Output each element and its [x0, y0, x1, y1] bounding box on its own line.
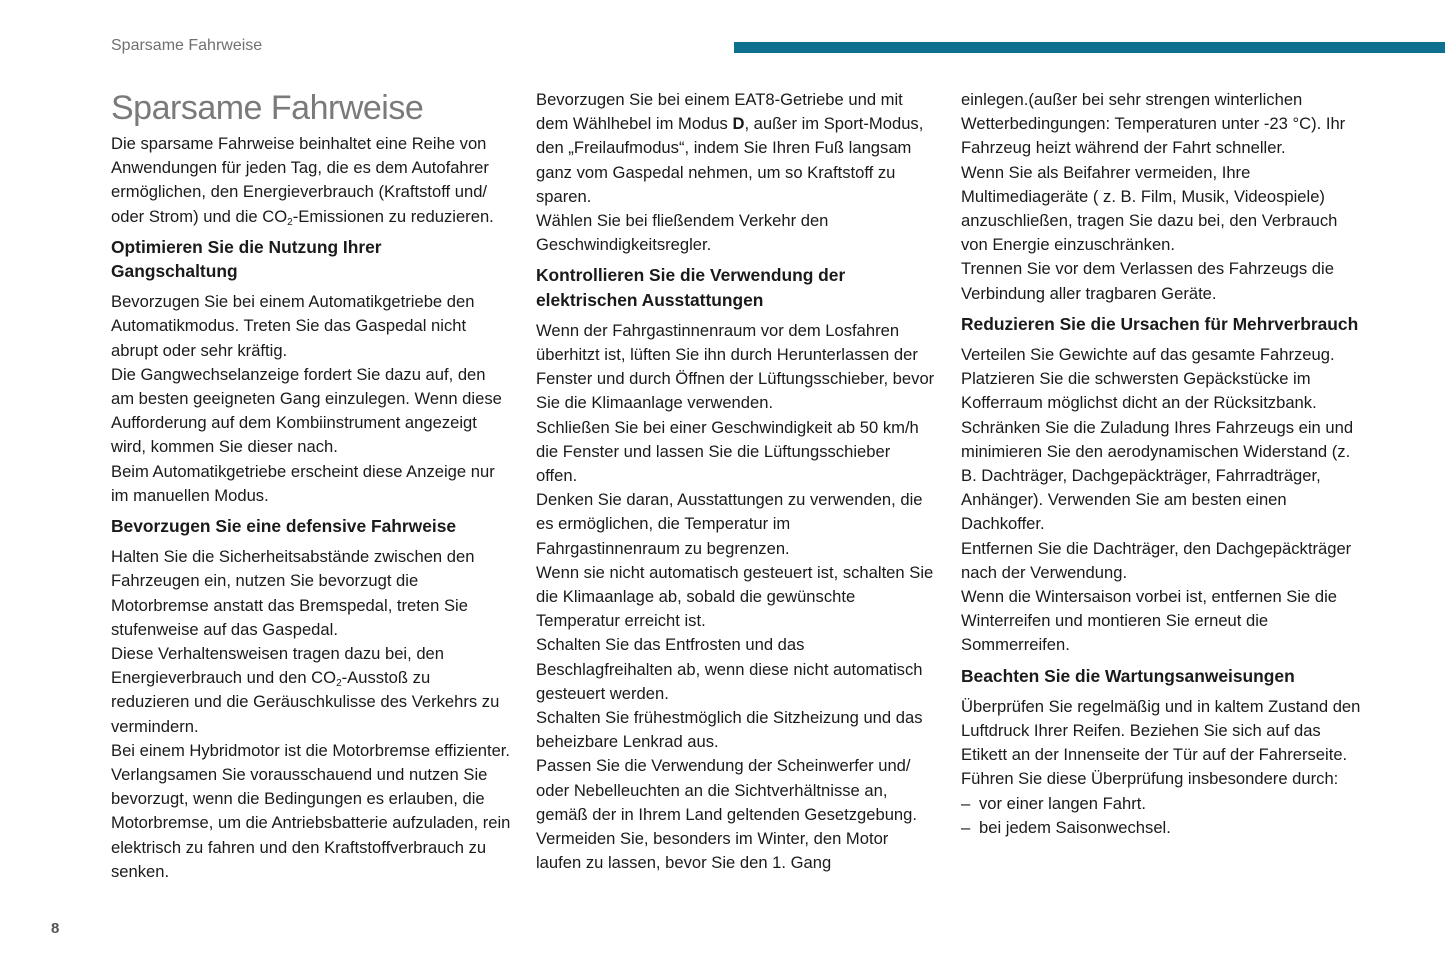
paragraph: Denken Sie daran, Ausstattungen zu verwenden, die es ermöglichen, die Temperatur im Fahrgastinnenraum zu begrenzen.: [536, 490, 923, 558]
paragraph: Bevorzugen Sie bei einem EAT8-Getriebe und mit dem Wählhebel im Modus D, außer im Sport-Modus, den „Freilaufmodus“, indem Sie Ihren Fuß langsam ganz vom Gaspedal nehmen, um so Kraftstoff zu sparen.: [536, 90, 924, 206]
paragraph: Passen Sie die Verwendung der Scheinwerfer und/ oder Nebelleuchten an die Sichtverhältnisse an, gemäß der in Ihrem Land geltenden Gesetzgebung.: [536, 756, 917, 824]
paragraph: Halten Sie die Sicherheitsabstände zwischen den Fahrzeugen ein, nutzen Sie bevorzugt die Motorbremse anstatt das Bremspedal, treten Sie stufenweise auf das Gaspedal.: [111, 547, 475, 639]
paragraph: Schalten Sie das Entfrosten und das Beschlagfreihalten ab, wenn diese nicht automatisch gesteuert werden.: [536, 635, 923, 703]
heading-gearshift: Optimieren Sie die Nutzung Ihrer Gangschaltung: [111, 236, 382, 282]
list-item: – bei jedem Saisonwechsel.: [961, 816, 1361, 840]
paragraph: Bevorzugen Sie bei einem Automatikgetriebe den Automatikmodus. Treten Sie das Gaspedal nicht abrupt oder sehr kräftig.: [111, 292, 475, 360]
dash-bullet: –: [961, 793, 971, 813]
heading-defensive-driving: Bevorzugen Sie eine defensive Fahrweise: [111, 516, 457, 537]
list-item: – vor einer langen Fahrt.: [961, 792, 1361, 816]
running-header-title: Sparsame Fahrweise: [111, 37, 263, 54]
column-3: [961, 88, 1361, 840]
paragraph: einlegen.(außer bei sehr strengen winterlichen Wetterbedingungen: Temperaturen unter -23 °C). Ihr Fahrzeug heizt während der Fahrt schneller.: [961, 90, 1346, 158]
page-title: Sparsame Fahrweise: [111, 89, 424, 127]
paragraph: Schränken Sie die Zuladung Ihres Fahrzeugs ein und minimieren Sie den aerodynamischen Widerstand (z. B. Dachträger, Dachgepäckträger, Fahrradträger, Anhänger). Verwenden Sie am besten einen Dachkoffer.: [961, 417, 1354, 534]
paragraph: Wählen Sie bei fließendem Verkehr den Geschwindigkeitsregler.: [536, 211, 829, 255]
paragraph: Trennen Sie vor dem Verlassen des Fahrzeugs die Verbindung aller tragbaren Geräte.: [961, 259, 1334, 303]
paragraph: Wenn der Fahrgastinnenraum vor dem Losfahren überhitzt ist, lüften Sie ihn durch Herunterlassen der Fenster und durch Öffnen der Lüftungsschieber, bevor Sie die Klimaanlage verwenden.: [536, 320, 935, 413]
paragraph: Wenn sie nicht automatisch gesteuert ist, schalten Sie die Klimaanlage ab, sobald die gewünschte Temperatur erreicht ist.: [536, 562, 934, 631]
heading-electrical-equipment: Kontrollieren Sie die Verwendung der elektrischen Ausstattungen: [536, 265, 846, 310]
paragraph: Entfernen Sie die Dachträger, den Dachgepäckträger nach der Verwendung.: [961, 538, 1352, 582]
column-2: [536, 88, 936, 876]
paragraph: Überprüfen Sie regelmäßig und in kaltem Zustand den Luftdruck Ihrer Reifen. Beziehen Sie sich auf das Etikett an der Innenseite der Tür auf der Fahrerseite.: [961, 696, 1361, 765]
page-number: 8: [51, 920, 60, 937]
paragraph: Vermeiden Sie, besonders im Winter, den Motor laufen zu lassen, bevor Sie den 1. Gang: [536, 829, 889, 873]
header-accent-bar: [734, 42, 1445, 53]
dash-bullet: –: [961, 817, 971, 837]
paragraph: Führen Sie diese Überprüfung insbesondere durch:: [961, 769, 1339, 789]
heading-maintenance: Beachten Sie die Wartungsanweisungen: [961, 665, 1295, 686]
paragraph: Wenn die Wintersaison vorbei ist, entfernen Sie die Winterreifen und montieren Sie erneut die Sommerreifen.: [961, 587, 1338, 655]
intro-paragraph: Die sparsame Fahrweise beinhaltet eine Reihe von Anwendungen für jeden Tag, die es dem Autofahrer ermöglichen, den Energieverbrauch (Kraftstoff und/ oder Strom) und die $CO_2$-Emissionen zu reduzieren.: [111, 134, 494, 228]
paragraph: Schalten Sie frühestmöglich die Sitzheizung und das beheizbare Lenkrad aus.: [536, 708, 923, 752]
paragraph: Verteilen Sie Gewichte auf das gesamte Fahrzeug. Platzieren Sie die schwersten Gepäckstücke im Kofferraum möglichst dicht an der Rücksitzbank.: [961, 345, 1335, 413]
column-1: [111, 88, 511, 884]
paragraph: Bei einem Hybridmotor ist die Motorbremse effizienter. Verlangsamen Sie vorausschauend und nutzen Sie bevorzugt, wenn die Bedingungen es erlauben, die Motorbremse, um die Antriebsbatterie aufzuladen, rein elektrisch zu fahren und den Kraftstoffverbrauch zu senken.: [111, 740, 511, 881]
paragraph: Die Gangwechselanzeige fordert Sie dazu auf, den am besten geeigneten Gang einzulegen. Wenn diese Aufforderung auf dem Kombiinstrument angezeigt wird, kommen Sie dieser nach.: [111, 364, 502, 457]
paragraph: Diese Verhaltensweisen tragen dazu bei, den Energieverbrauch und den $CO_2$-Ausstoß zu reduzieren und die Geräuschkulisse des Verkehrs zu vermindern.: [111, 644, 500, 736]
heading-reduce-consumption: Reduzieren Sie die Ursachen für Mehrverbrauch: [961, 313, 1359, 334]
paragraph: Schließen Sie bei einer Geschwindigkeit ab 50 km/h die Fenster und lassen Sie die Lüftungsschieber offen.: [536, 417, 919, 486]
paragraph: Wenn Sie als Beifahrer vermeiden, Ihre Multimediageräte ( z. B. Film, Musik, Videospiele) anzuschließen, tragen Sie dazu bei, den Verbrauch von Energie einzuschränken.: [961, 162, 1338, 255]
paragraph: Beim Automatikgetriebe erscheint diese Anzeige nur im manuellen Modus.: [111, 461, 495, 505]
